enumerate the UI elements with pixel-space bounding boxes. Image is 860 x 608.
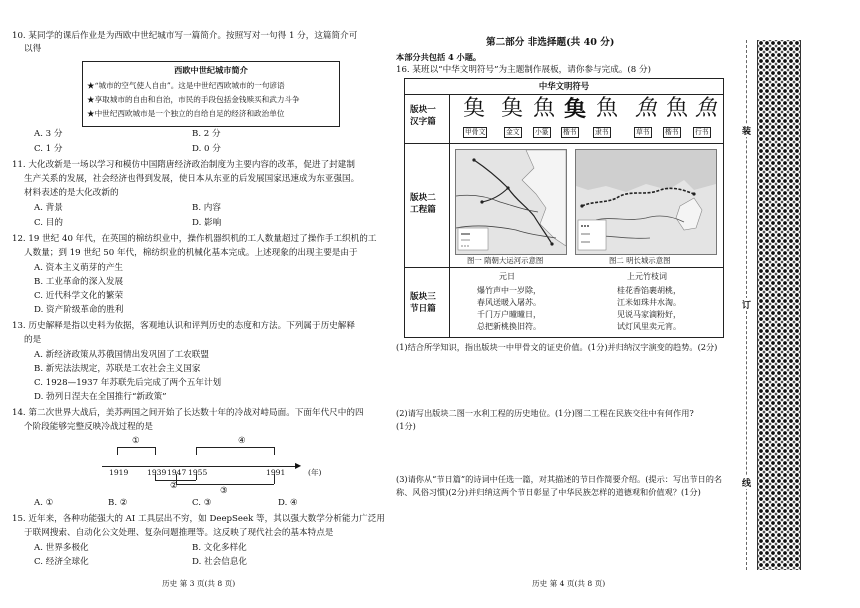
q10-box-item: ★享取城市的自由和自治，市民的手段包括金钱赎买和武力斗争 — [87, 95, 300, 104]
q13-option-d[interactable]: D. 勃列日涅夫在全国推行“新政策” — [34, 392, 167, 402]
bracket-1 — [117, 447, 155, 448]
glyph-cursive: 魚 — [635, 96, 658, 121]
block3-label: 版块三 — [410, 292, 436, 302]
block1-label: 版块一 — [410, 105, 436, 115]
q14-option-c[interactable]: C. ③ — [192, 498, 212, 508]
q13-stem-line: 13. 历史解释是指以史料为依据，客观地认识和评判历史的态度和方法。下列属于历史解释 — [12, 321, 355, 331]
canal-map-drawing — [456, 150, 566, 254]
poem2-title: 上元竹枝词 — [627, 272, 667, 281]
binding-pattern — [757, 40, 801, 570]
q11-stem-line: 材料表述的是大化改新的 — [24, 188, 119, 198]
q10-stem-line1: 10. 某同学的课后作业是为西欧中世纪城市写一篇简介。按照写对一句得 1 分，这篇简介可 — [12, 31, 358, 41]
poem2-line: 桂花香馅裹胡桃， — [617, 286, 681, 295]
glyph-regular2: 魚 — [666, 96, 689, 121]
q16-sub3: (3)请你从“节日篇”的诗词中任选一篇，对其描述的节日作简要介绍。(提示：写出节日的名 — [396, 474, 723, 484]
glyph-regular: 魚 — [596, 96, 619, 121]
timeline-year: 1991 — [266, 468, 286, 477]
map-great-wall — [575, 149, 717, 255]
board-title: 中华文明符号 — [538, 81, 590, 91]
q14-option-a[interactable]: A. ① — [34, 498, 54, 508]
script-label: 楷书 — [665, 128, 679, 136]
q14-stem-line: 14. 第二次世界大战后，美苏两国之间开始了长达数十年的冷战对峙局面。下面年代尺中的四 — [12, 408, 364, 418]
script-label: 草书 — [636, 128, 650, 136]
q10-box-item: ★中世纪西欧城市是一个独立的自给自足的经济和政治单位 — [87, 109, 285, 118]
timeline-unit: (年) — [308, 468, 322, 477]
q14-option-b[interactable]: B. ② — [108, 498, 128, 508]
q14-stem-line: 个阶段能够完整反映冷战过程的是 — [24, 422, 153, 432]
block2-label: 版块二 — [410, 193, 436, 203]
timeline-year: 1947 — [167, 468, 187, 477]
poem1-line: 千门万户曈曈日， — [477, 310, 541, 319]
page-footer: 历史 第 4 页(共 8 页) — [532, 579, 606, 588]
section-note: 本部分共包括 4 小题。 — [396, 52, 482, 62]
glyph-seal: 魚 — [533, 96, 556, 121]
q10-option-a[interactable]: A. 3 分 — [34, 129, 63, 139]
q10-option-b[interactable]: B. 2 分 — [192, 129, 221, 139]
q16-sub3: 称、风俗习惯)(2分)并归纳这两个节日彰显了中华民族怎样的道德观和价值观？(1分) — [396, 487, 701, 497]
glyph-oracle: 𩵋 — [463, 96, 486, 121]
poem2-line: 试灯风里卖元宵。 — [617, 322, 681, 331]
binding-char: 装 — [742, 124, 751, 137]
timeline-year: 1955 — [188, 468, 208, 477]
script-label: 楷书 — [563, 128, 577, 136]
timeline-marker-4: ④ — [238, 436, 246, 446]
q10-option-d[interactable]: D. 0 分 — [192, 144, 221, 154]
bracket-4 — [196, 447, 274, 448]
q15-option-d[interactable]: D. 社会信息化 — [192, 557, 248, 567]
q12-stem-line: 人数量；到 19 世纪 50 年代，棉纺织业的机械化基本完成。上述现象的出现主要是由于 — [24, 248, 358, 258]
q12-option-a[interactable]: A. 资本主义萌芽的产生 — [34, 263, 124, 273]
script-label: 小篆 — [535, 128, 549, 136]
glyph-bronze: 𩵋 — [501, 96, 524, 121]
exhibit-board — [404, 78, 724, 338]
q11-option-c[interactable]: C. 目的 — [34, 218, 63, 228]
q15-stem-line: 于联网搜索、自动化公文处理、复杂问题推理等。这反映了现代社会的基本特点是 — [24, 528, 334, 538]
q16-sub2: (2)请写出版块二图一水利工程的历史地位。(1分)图二工程在民族交往中有何作用? — [396, 408, 694, 418]
block3-label: 节日篇 — [410, 304, 436, 314]
q11-option-b[interactable]: B. 内容 — [192, 203, 221, 213]
timeline-year: 1919 — [109, 468, 129, 477]
block1-label: 汉字篇 — [410, 117, 436, 127]
q10-box-item: ★“城市的空气使人自由”。这是中世纪西欧城市的一句谚语 — [87, 81, 285, 90]
script-label: 甲骨文 — [465, 128, 486, 136]
map1-caption: 图一 隋朝大运河示意图 — [467, 256, 544, 265]
q13-option-c[interactable]: C. 1928—1937 年苏联先后完成了两个五年计划 — [34, 378, 222, 388]
q10-intro-box — [82, 61, 340, 127]
script-label: 金文 — [506, 128, 520, 136]
q16-stem: 16. 某班以“中华文明符号”为主题制作展板，请你参与完成。(8 分) — [396, 65, 651, 75]
q13-option-a[interactable]: A. 新经济政策从苏俄国情出发巩固了工农联盟 — [34, 350, 209, 360]
map-grand-canal — [455, 149, 567, 255]
page-footer: 历史 第 3 页(共 8 页) — [162, 579, 236, 588]
poem2-line: 见说马家滴粉好， — [617, 310, 681, 319]
timeline-year: 1939 — [147, 468, 167, 477]
script-label: 隶书 — [595, 128, 609, 136]
script-label: 行书 — [695, 128, 709, 136]
poem1-line: 春风送暖入屠苏。 — [477, 298, 541, 307]
q14-option-d[interactable]: D. ④ — [278, 498, 298, 508]
q10-option-c[interactable]: C. 1 分 — [34, 144, 63, 154]
q16-sub1: (1)结合所学知识，指出版块一中甲骨文的证史价值。(1分)并归纳汉字演变的趋势。(2分) — [396, 342, 718, 352]
wall-map-drawing — [576, 150, 716, 254]
section-title: 第二部分 非选择题(共 40 分) — [486, 37, 615, 48]
timeline-marker-3: ③ — [220, 486, 228, 496]
left-page — [12, 0, 388, 608]
right-page — [396, 0, 732, 608]
poem1-line: 总把新桃换旧符。 — [477, 322, 541, 331]
q12-option-b[interactable]: B. 工业革命的深入发展 — [34, 277, 124, 287]
poem2-line: 江米如珠井水淘。 — [617, 298, 681, 307]
q13-stem-line: 的是 — [24, 335, 42, 345]
glyph-clerical: 𩵋 — [564, 96, 587, 122]
timeline-marker-2: ② — [170, 481, 178, 491]
q11-option-d[interactable]: D. 影响 — [192, 218, 222, 228]
q15-option-a[interactable]: A. 世界多极化 — [34, 543, 89, 553]
map2-caption: 图二 明长城示意图 — [609, 256, 671, 265]
block2-label: 工程篇 — [410, 205, 436, 215]
timeline-marker-1: ① — [132, 436, 140, 446]
q11-option-a[interactable]: A. 背景 — [34, 203, 63, 213]
binding-char: 线 — [742, 476, 751, 489]
glyph-running: 魚 — [695, 96, 718, 121]
poem1-line: 爆竹声中一岁除， — [477, 286, 541, 295]
q15-option-b[interactable]: B. 文化多样化 — [192, 543, 247, 553]
q14-timeline: ① ④ ▶ 1919 1939 1947 1955 1991 (年) ② ③ — [102, 436, 332, 498]
q11-stem-line: 生产关系的发展，社会经济也得到发展，使日本从东亚的后发展国家迅速成为东亚强国。 — [24, 174, 360, 184]
poem1-title: 元日 — [499, 272, 515, 281]
q16-sub2: (1分) — [396, 421, 416, 431]
q13-option-b[interactable]: B. 新宪法法规定，苏联是工农社会主义国家 — [34, 364, 201, 374]
q15-option-c[interactable]: C. 经济全球化 — [34, 557, 89, 567]
q15-stem-line: 15. 近年来，各种功能强大的 AI 工具层出不穷，如 DeepSeek 等，其以强大数学分析能力广泛用 — [12, 514, 385, 524]
q10-stem-line2: 以得 — [24, 44, 42, 54]
q12-option-c[interactable]: C. 近代科学文化的繁荣 — [34, 291, 124, 301]
bracket-3 — [176, 484, 274, 485]
q12-stem-line: 12. 19 世纪 40 年代，在英国的棉纺织业中，操作机器织机的工人数量超过了操作手工织机的工 — [12, 234, 377, 244]
q10-box-title: 西欧中世纪城市简介 — [174, 65, 248, 75]
binding-char: 订 — [742, 298, 751, 311]
q11-stem-line: 11. 大化改新是一场以学习和模仿中国隋唐经济政治制度为主要内容的改革，促进了封建制 — [12, 160, 355, 170]
q12-option-d[interactable]: D. 资产阶级革命的胜利 — [34, 305, 124, 315]
